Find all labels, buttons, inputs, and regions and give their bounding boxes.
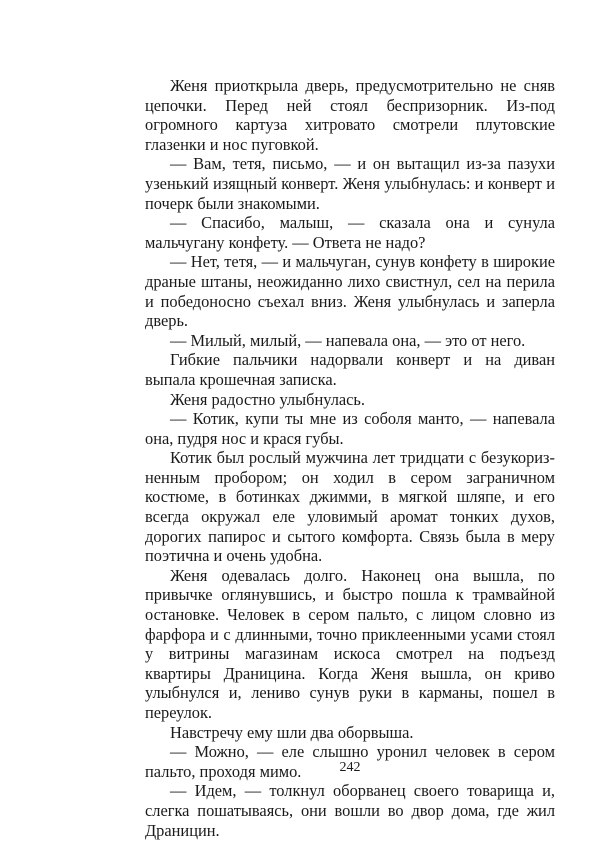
paragraph: — Котик, купи ты мне из соболя манто, — напевала она, пудря нос и крася губы.: [145, 409, 555, 448]
paragraph: — Вам, тетя, письмо, — и он вытащил из-за пазухи узенький изящный конверт. Женя улыбнулась: и конверт и почерк были знакомыми.: [145, 154, 555, 213]
paragraph: Гибкие пальчики надорвали конверт и на диван выпала крошечная записка.: [145, 350, 555, 389]
paragraph: — Милый, милый, — напевала она, — это от него.: [170, 330, 526, 350]
paragraph: Котик был рослый мужчина лет тридцати с безукоризненным пробором; он ходил в сером заграничном костюме, в ботинках джимми, в мягкой шляпе, и его всегда окружал еле уловимый аромат тонких духов, дорогих папирос и сытого комфорта. Связь была в меру поэтична и очень удобна.: [145, 448, 555, 566]
paragraph: — Идем, — толкнул оборванец своего товарища и, слегка пошатываясь, они вошли во двор дома, где жил Драницин.: [145, 781, 555, 840]
paragraph: Женя радостно улыбнулась.: [170, 389, 366, 409]
paragraph: Навстречу ему шли два оборвыша.: [170, 722, 414, 742]
page-number: 242: [339, 760, 361, 775]
paragraph: — Спасибо, малыш, — сказала она и сунула мальчугану конфету. — Ответа не надо?: [145, 213, 555, 252]
text-body: [145, 76, 555, 840]
paragraph: — Нет, тетя, — и мальчуган, сунув конфету в широкие драные штаны, неожиданно лихо свистнул, сел на перила и победоносно съехал вниз. Женя улыбнулась и заперла дверь.: [145, 252, 555, 331]
paragraph: Женя приоткрыла дверь, предусмотрительно не сняв цепочки. Перед ней стоял беспризорник. Из-под огромного картуза хитровато смотрели плутовские глазенки и нос пуговкой.: [145, 76, 555, 154]
paragraph: Женя одевалась долго. Наконец она вышла, по привычке оглянувшись, и быстро пошла к трамвайной остановке. Человек в сером пальто, с лицом словно из фарфора и с длинными, точно приклеенными усами стоял у витрины магазинам искоса смотрел на подъезд квартиры Драницина. Когда Женя вышла, он криво улыбнулся и, лениво сунув руки в карманы, пошел в переулок.: [145, 565, 555, 722]
paragraph: — Можно, — еле слышно уронил человек в сером пальто, проходя мимо.: [145, 742, 555, 781]
